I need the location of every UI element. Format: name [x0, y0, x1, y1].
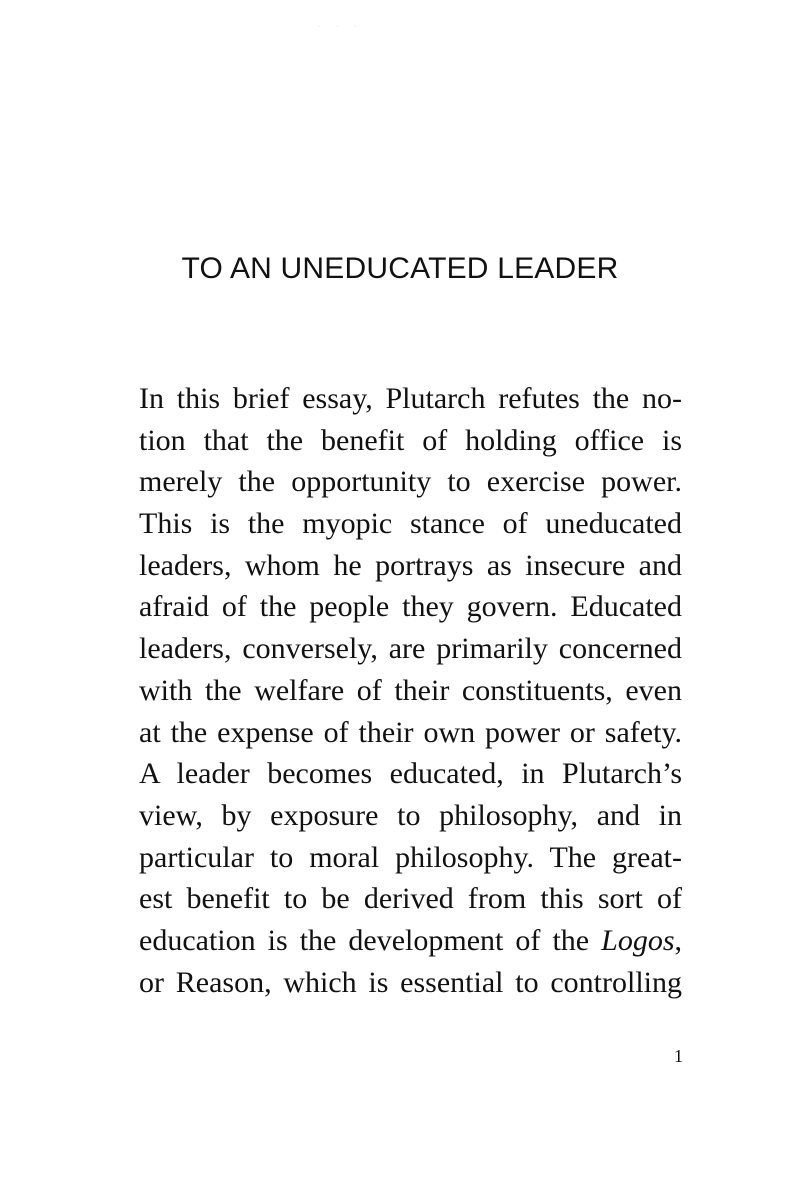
paragraph-line: est benefit to be derived from this sort of — [139, 882, 682, 916]
essay-paragraph — [139, 378, 682, 1003]
paragraph-line: In this brief essay, Plutarch refutes the no- — [139, 382, 682, 415]
paragraph-line: particular to moral philosophy. The great- — [139, 840, 682, 874]
paragraph-line: merely the opportunity to exercise power. — [139, 465, 682, 499]
line-text-after-italic: , — [674, 923, 682, 957]
page-number: 1 — [674, 1046, 684, 1066]
paragraph-line: afraid of the people they govern. Educated — [139, 590, 682, 624]
running-head: · · · — [318, 22, 363, 33]
paragraph-line: with the welfare of their constituents, even — [139, 673, 682, 707]
paragraph-line: tion that the benefit of holding office is — [139, 423, 682, 457]
line-text-before-italic: education is the development of the — [139, 923, 590, 957]
paragraph-line: at the expense of their own power or safety. — [139, 715, 682, 749]
paragraph-line: leaders, whom he portrays as insecure and — [139, 548, 682, 582]
paragraph-line: A leader becomes educated, in Plutarch’s — [139, 757, 682, 791]
paragraph-line: or Reason, which is essential to controlling — [139, 965, 682, 999]
paragraph-line: This is the myopic stance of uneducated — [139, 507, 682, 541]
paragraph-line — [139, 920, 682, 962]
italic-term-logos: Logos — [601, 923, 675, 957]
paragraph-line: view, by exposure to philosophy, and in — [139, 798, 682, 832]
chapter-title: TO AN UNEDUCATED LEADER — [181, 252, 619, 285]
paragraph-line: leaders, conversely, are primarily concerned — [139, 632, 682, 666]
